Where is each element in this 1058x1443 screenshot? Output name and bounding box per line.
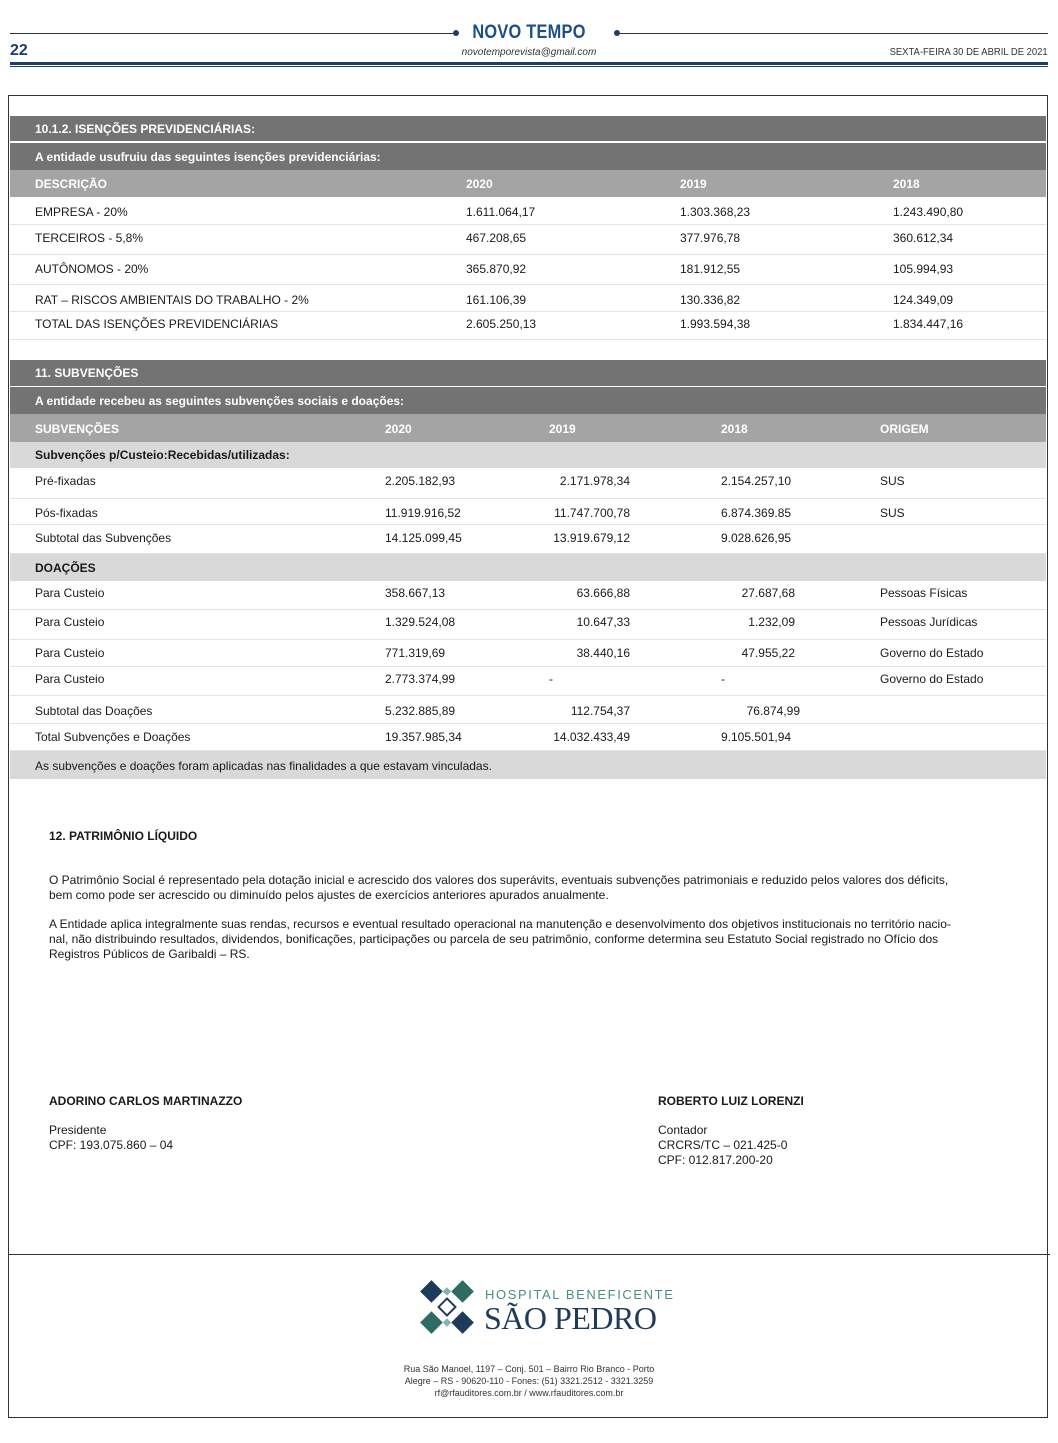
row-origem: Pessoas Físicas <box>880 586 968 600</box>
row-2018: 9.105.501,94 <box>721 730 792 744</box>
row-2020: 467.208,65 <box>466 231 527 245</box>
footer-address-line: Rua São Manoel, 1197 – Conj. 501 – Bairro Rio Branco - Porto <box>403 1364 655 1374</box>
row-2018: 6.874.369.85 <box>721 506 792 520</box>
table-row-total <box>10 724 1046 751</box>
publication-email: novotemporevista@gmail.com <box>461 47 597 58</box>
footer-address-line: Alegre – RS - 90620-110 - Fones: (51) 3321.2512 - 3321.3259 <box>404 1376 654 1386</box>
row-desc: AUTÔNOMOS - 20% <box>35 262 149 276</box>
row-2018: 105.994,93 <box>893 262 954 276</box>
signature-left-doc: CPF: 193.075.860 – 04 <box>49 1138 174 1152</box>
subvencoes-table <box>10 360 1046 779</box>
isencoes-title: 10.1.2. ISENÇÕES PREVIDENCIÁRIAS: <box>35 121 256 136</box>
table-row <box>10 225 1046 255</box>
subvencoes-subtitle-bar <box>10 387 1046 414</box>
row-desc: Para Custeio <box>35 586 105 600</box>
row-2020: 2.773.374,99 <box>385 672 456 686</box>
table-row <box>10 581 1046 610</box>
row-origem: SUS <box>880 474 905 488</box>
paragraph-line: A Entidade aplica integralmente suas rendas, recursos e eventual resultado operacional na manutenção e desenvolvimento dos objetivos institucionais no território nacio- <box>49 917 951 931</box>
row-2019: 112.754,37 <box>570 704 630 718</box>
col-2018: 2018 <box>721 422 748 436</box>
patrimonio-title: 12. PATRIMÔNIO LÍQUIDO <box>49 829 198 843</box>
row-desc: RAT – RISCOS AMBIENTAIS DO TRABALHO - 2% <box>35 293 309 307</box>
row-2019: 377.976,78 <box>680 231 741 245</box>
masthead-rule-thick <box>10 62 1048 65</box>
hospital-logo-icon <box>412 1272 482 1342</box>
row-desc: Pós-fixadas <box>35 506 98 520</box>
row-2020: 358.667,13 <box>385 586 446 600</box>
group-header-doacoes <box>10 554 1046 581</box>
col-2020: 2020 <box>466 177 493 191</box>
row-2019: 11.747.700,78 <box>554 506 630 520</box>
row-2018: 2.154.257,10 <box>721 474 792 488</box>
row-origem: Governo do Estado <box>880 646 984 660</box>
row-2019: 10.647,33 <box>576 615 630 629</box>
row-desc: Subtotal das Subvenções <box>35 531 172 545</box>
subvencoes-header-row <box>10 414 1046 442</box>
table-row <box>10 667 1046 696</box>
col-descricao: DESCRIÇÃO <box>35 177 108 191</box>
table-row <box>10 499 1046 525</box>
row-2020: 2.605.250,13 <box>466 317 537 331</box>
signature-right-doc: CPF: 012.817.200-20 <box>658 1153 773 1167</box>
col-2019: 2019 <box>549 422 576 436</box>
row-2019: 2.171.978,34 <box>559 474 630 488</box>
publication-title: NOVO TEMPO <box>472 22 586 43</box>
col-2019: 2019 <box>680 177 707 191</box>
paragraph-line: O Patrimônio Social é representado pela dotação inicial e acrescido dos valores dos superávits, eventuais subvenções patrimoniais e reduzido pelos valores dos déficits, <box>49 873 949 887</box>
row-desc: Para Custeio <box>35 672 105 686</box>
row-2019: 1.993.594,38 <box>680 317 751 331</box>
group-label: DOAÇÕES <box>35 561 96 575</box>
table-row <box>10 255 1046 285</box>
row-2019: 13.919.679,12 <box>553 531 630 545</box>
col-subvencoes: SUBVENÇÕES <box>35 422 120 436</box>
row-2018: 1.834.447,16 <box>893 317 964 331</box>
subvencoes-note: As subvenções e doações foram aplicadas nas finalidades a que estavam vinculadas. <box>35 759 492 773</box>
masthead-rule-right <box>620 33 1048 34</box>
row-desc: Para Custeio <box>35 615 105 629</box>
subvencoes-subtitle: A entidade recebeu as seguintes subvenções sociais e doações: <box>35 393 405 408</box>
paragraph-line: nal, não distribuindo resultados, dividendos, bonificações, participações ou parcela de seu patrimônio, conforme determina seu Estatuto Social registrado no Ofício dos <box>49 932 939 946</box>
row-desc: TOTAL DAS ISENÇÕES PREVIDENCIÁRIAS <box>35 317 279 331</box>
isencoes-table <box>10 116 1046 340</box>
row-2020: 161.106,39 <box>466 293 527 307</box>
table-row-subtotal <box>10 525 1046 554</box>
logo-title: SÃO PEDRO <box>484 1300 657 1336</box>
masthead <box>0 0 1058 70</box>
row-2018: 47.955,22 <box>741 646 795 660</box>
col-2018: 2018 <box>893 177 920 191</box>
row-desc: Total Subvenções e Doações <box>35 730 191 744</box>
row-2019: 38.440,16 <box>576 646 630 660</box>
row-2018: 27.687,68 <box>741 586 795 600</box>
paragraph-line: bem como pode ser acrescido ou diminuído pelos ajustes de exercícios anteriores apurados anualmente. <box>49 888 609 902</box>
row-2018: - <box>721 672 725 686</box>
row-2020: 5.232.885,89 <box>385 704 456 718</box>
table-row <box>10 197 1046 225</box>
row-origem: Governo do Estado <box>880 672 984 686</box>
row-2020: 14.125.099,45 <box>385 531 462 545</box>
publication-date: SEXTA-FEIRA 30 DE ABRIL DE 2021 <box>889 46 1048 58</box>
col-2020: 2020 <box>385 422 412 436</box>
row-origem: SUS <box>880 506 905 520</box>
row-2018: 1.232,09 <box>748 615 795 629</box>
row-2020: 11.919.916,52 <box>385 506 461 520</box>
footer-contact-line: rf@rfauditores.com.br / www.rfauditores.com.br <box>434 1388 624 1398</box>
row-desc: EMPRESA - 20% <box>35 205 128 219</box>
row-2020: 19.357.985,34 <box>385 730 462 744</box>
row-2020: 771.319,69 <box>385 646 446 660</box>
logo-subtitle: HOSPITAL BENEFICENTE <box>485 1287 675 1302</box>
row-origem: Pessoas Jurídicas <box>880 615 978 629</box>
row-2019: - <box>549 672 553 686</box>
signature-right-name: ROBERTO LUIZ LORENZI <box>658 1094 804 1108</box>
paragraph-line: Registros Públicos de Garibaldi – RS. <box>49 947 250 961</box>
row-desc: Subtotal das Doações <box>35 704 153 718</box>
isencoes-header-row <box>10 170 1046 197</box>
signature-right-role: Contador <box>658 1123 708 1137</box>
signature-right-crc: CRCRS/TC – 021.425-0 <box>658 1138 788 1152</box>
row-2019: 14.032.433,49 <box>553 730 630 744</box>
row-desc: TERCEIROS - 5,8% <box>35 231 144 245</box>
subvencoes-note-bar <box>10 751 1046 779</box>
subvencoes-title: 11. SUBVENÇÕES <box>35 366 139 380</box>
row-2020: 1.329.524,08 <box>385 615 456 629</box>
row-2018: 1.243.490,80 <box>893 205 964 219</box>
row-2019: 181.912,55 <box>680 262 741 276</box>
signature-left-role: Presidente <box>49 1123 107 1137</box>
group-header-subvencoes <box>10 442 1046 468</box>
footer-divider <box>8 1254 1050 1255</box>
isencoes-subtitle: A entidade usufruiu das seguintes isenções previdenciárias: <box>35 149 381 164</box>
row-2020: 1.611.064,17 <box>466 205 536 219</box>
row-2020: 365.870,92 <box>466 262 527 276</box>
row-2018: 9.028.626,95 <box>721 531 792 545</box>
row-2018: 124.349,09 <box>893 293 954 307</box>
row-2020: 2.205.182,93 <box>385 474 456 488</box>
group-label: Subvenções p/Custeio:Recebidas/utilizadas: <box>35 448 290 462</box>
patrimonio-paragraph-2 <box>49 917 1014 962</box>
isencoes-subtitle-bar <box>10 143 1046 170</box>
col-origem: ORIGEM <box>880 422 929 436</box>
table-row-total <box>10 312 1046 340</box>
subvencoes-title-bar <box>10 360 1046 386</box>
row-2018: 360.612,34 <box>893 231 954 245</box>
patrimonio-paragraph-1 <box>49 873 1014 903</box>
row-desc: Para Custeio <box>35 646 105 660</box>
row-2018: 76.874,99 <box>746 704 800 718</box>
table-row <box>10 285 1046 312</box>
page-number: 22 <box>10 42 28 59</box>
table-row <box>10 468 1046 499</box>
masthead-rule-thin <box>10 66 1048 67</box>
signature-left-name: ADORINO CARLOS MARTINAZZO <box>49 1094 243 1108</box>
table-row <box>10 640 1046 667</box>
row-2019: 130.336,82 <box>680 293 741 307</box>
table-row <box>10 610 1046 640</box>
row-2019: 1.303.368,23 <box>680 205 751 219</box>
table-row-subtotal <box>10 696 1046 724</box>
row-desc: Pré-fixadas <box>35 474 96 488</box>
row-2019: 63.666,88 <box>576 586 630 600</box>
isencoes-title-bar <box>10 116 1046 141</box>
